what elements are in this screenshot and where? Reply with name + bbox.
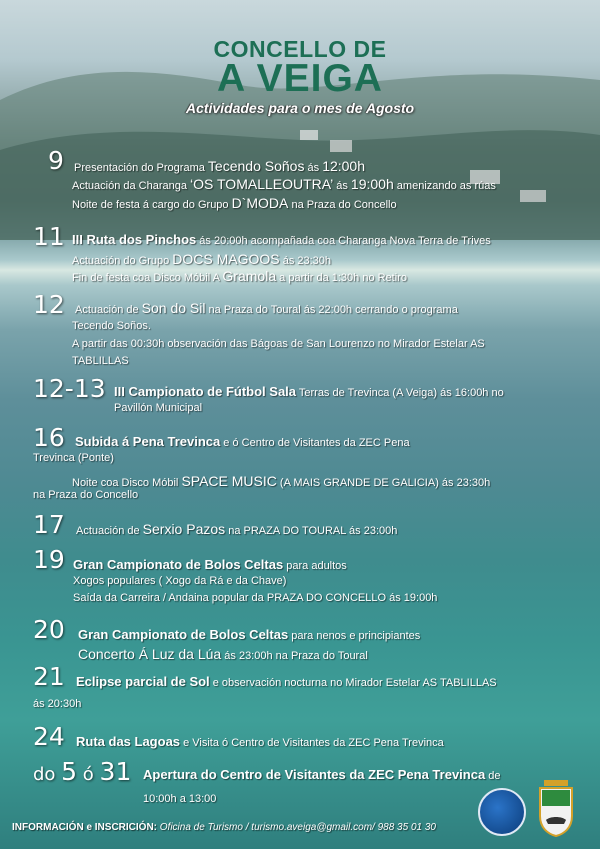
event-text: ás 20:00h acompañada coa Charanga Nova Terra de Trives (196, 235, 491, 247)
event-text: (A MAIS GRANDE DE GALICIA) ás 23:30h (276, 477, 491, 489)
event-date-part: ó (77, 764, 100, 785)
event-text: Fin de festa coa Disco Móbil A (72, 272, 223, 284)
event-text: Noite de festa á cargo do Grupo (72, 199, 232, 211)
event-line (72, 176, 496, 192)
event-date: 16 (33, 423, 65, 452)
event-line (76, 521, 397, 537)
event-text: A partir das 00:30h observación das Bágoas de San Lourenzo no Mirador Estelar AS (72, 338, 485, 350)
event-line (75, 434, 410, 449)
event-text: Actuación da Charanga (72, 180, 191, 192)
event-line (72, 355, 129, 367)
event-text: ás (333, 180, 351, 192)
event-line (72, 338, 485, 350)
event-text: Serxio Pazos (142, 521, 226, 537)
event-text: ‘OS TOMALLEOUTRA’ (190, 176, 334, 192)
event-text: Son do Sil (141, 300, 206, 316)
footer-text: Oficina de Turismo / turismo.aveiga@gmail.com/ 988 35 01 30 (157, 822, 436, 833)
event-text: Noite coa Disco Móbil (72, 477, 182, 489)
event-text: Presentación do Programa (74, 162, 208, 174)
event-line (33, 489, 138, 501)
event-line (73, 592, 437, 604)
event-text: 10:00h a 13:00 (143, 793, 217, 805)
event-text: para adultos (283, 560, 347, 572)
event-text: 19:00h (350, 176, 394, 192)
event-text: Ruta das Lagoas (76, 734, 181, 749)
event-text: e Visita ó Centro de Visitantes da ZEC Pena Trevinca (180, 737, 444, 749)
event-line (73, 557, 347, 572)
event-date: 9 (48, 146, 64, 175)
event-text: Gramola (222, 268, 277, 284)
event-text: D`MODA (231, 195, 289, 211)
event-date-part: 5 (61, 757, 78, 786)
event-date: 24 (33, 722, 65, 751)
subtitle: Actividades para o mes de Agosto (185, 100, 415, 116)
event-text: Terras de Trevinca (A Veiga) ás 16:00h no (296, 387, 504, 399)
event-text: amenizando as rúas (393, 180, 496, 192)
event-text: para nenos e principiantes (288, 630, 421, 642)
event-text: Gran Campionato de Bolos Celtas (78, 627, 289, 642)
event-text: Eclipse parcial de Sol (76, 674, 210, 689)
event-text: Subida á Pena Trevinca (75, 434, 221, 449)
event-text: 12:00h (322, 158, 366, 174)
footer-label: INFORMACIÓN e INSCRICIÓN: (12, 822, 157, 833)
event-text: e ó Centro de Visitantes da ZEC Pena (220, 437, 410, 449)
event-line (72, 268, 407, 284)
event-line (33, 452, 114, 464)
event-text: Gran Campionato de Bolos Celtas (73, 557, 284, 572)
event-line (72, 473, 490, 489)
title-line-1: CONCELLO DE (213, 36, 387, 62)
event-line (72, 251, 331, 267)
event-text: Apertura do Centro de Visitantes da ZEC Pena Trevinca (143, 767, 486, 782)
event-date: 19 (33, 545, 65, 574)
event-text: Actuación de (76, 525, 143, 537)
event-line (73, 575, 286, 587)
event-line (114, 384, 504, 399)
event-date: 11 (33, 222, 65, 251)
event-text: DOCS MAGOOS (172, 251, 280, 267)
event-text: Actuación de (75, 304, 142, 316)
event-text: III Ruta dos Pinchos (72, 232, 197, 247)
event-date: 21 (33, 662, 65, 691)
event-text: ás 23:30h (279, 255, 332, 267)
event-text: III Campionato de Fútbol Sala (114, 384, 297, 399)
event-line (143, 767, 501, 782)
event-line (75, 300, 458, 316)
event-text: SPACE MUSIC (181, 473, 277, 489)
event-line (143, 793, 216, 805)
event-line (76, 734, 444, 749)
event-line (72, 195, 397, 211)
event-line (72, 232, 491, 247)
astronomy-seal-icon (478, 788, 526, 836)
event-text: Xogos populares ( Xogo da Rá e da Chave) (73, 575, 287, 587)
event-line (76, 674, 497, 689)
event-text: ás (304, 162, 323, 174)
event-line (74, 158, 365, 174)
footer-contact (12, 822, 436, 833)
event-date-part: 31 (99, 757, 132, 786)
event-text: na Praza do Concello (288, 199, 397, 211)
event-date: 17 (33, 510, 65, 539)
event-text: ás 20:30h (33, 698, 82, 710)
coat-of-arms-icon (536, 776, 576, 838)
event-date: 12-13 (33, 374, 106, 403)
event-text: na Praza do Toural ás 22:00h cerrando o programa (205, 304, 458, 316)
event-text: Tecendo Soños (207, 158, 305, 174)
event-text: Tecendo Soños. (72, 320, 151, 332)
event-text: e observación nocturna no Mirador Estelar AS TABLILLAS (209, 677, 497, 689)
event-text: Pavillón Municipal (114, 402, 203, 414)
event-text: na PRAZA DO TOURAL ás 23:00h (225, 525, 398, 537)
event-line (78, 627, 420, 642)
event-date (33, 757, 131, 786)
event-date: 12 (33, 290, 65, 319)
event-line (72, 320, 151, 332)
event-line (114, 402, 202, 414)
event-text: TABLILLAS (72, 355, 129, 367)
event-text: ás 23:00h na Praza do Toural (221, 650, 368, 662)
event-date-part: do (33, 764, 62, 785)
event-date: 20 (33, 615, 65, 644)
event-text: a partir da 1:30h no Retiro (276, 272, 407, 284)
event-text: na Praza do Concello (33, 489, 139, 501)
event-text: Concerto Á Luz da Lúa (78, 646, 222, 662)
event-line (78, 646, 368, 662)
event-text: Trevinca (Ponte) (33, 452, 114, 464)
event-text: Actuación do Grupo (72, 255, 173, 267)
event-line (33, 698, 81, 710)
event-text: de (485, 770, 501, 782)
event-text: Saída da Carreira / Andaina popular da PRAZA DO CONCELLO ás 19:00h (73, 592, 438, 604)
title-line-2: A VEIGA (217, 57, 383, 100)
